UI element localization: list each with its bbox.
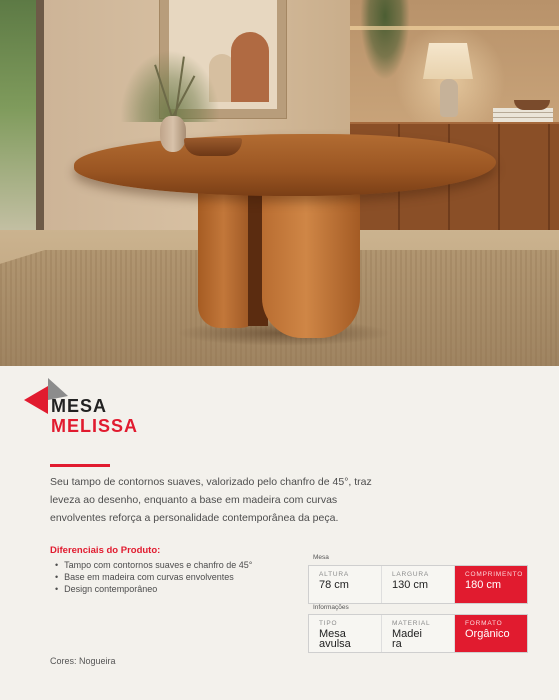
- table-leg-right: [262, 186, 360, 338]
- books: [493, 108, 553, 122]
- features-list: [55, 559, 252, 595]
- info-group-label: Informações: [313, 604, 349, 611]
- spec-type: TIPO Mesa avulsa: [309, 615, 382, 652]
- spec-width: LARGURA 130 cm: [382, 566, 455, 603]
- info-table: [308, 614, 528, 653]
- product-description: Seu tampo de contornos suaves, valorizado pelo chanfro de 45°, traz leveza ao desenho, enquanto a base em madeira com curvas envolventes reforça a personalidade contemporânea da peça.: [50, 476, 372, 524]
- product-title-line2: MELISSA: [51, 416, 139, 436]
- features-title: Diferenciais do Produto:: [50, 545, 161, 556]
- feature-item: • Design contemporâneo: [55, 583, 252, 595]
- vase: [160, 116, 186, 152]
- window-frame: [36, 0, 44, 240]
- product-title-line1: MESA: [51, 396, 108, 416]
- wooden-bowl: [184, 138, 242, 156]
- table-top: [74, 134, 496, 196]
- feature-item: • Tampo com contornos suaves e chanfro de 45°: [55, 559, 252, 571]
- spec-material: MATERIAL Madeira: [382, 615, 455, 652]
- spec-shape: FORMATO Orgânico: [455, 615, 527, 652]
- decor-bowl: [514, 100, 550, 110]
- accent-divider: [50, 464, 110, 467]
- table-lamp: [423, 43, 473, 79]
- mesa-group-label: Mesa: [313, 554, 329, 561]
- garden-window: [0, 0, 40, 240]
- feature-item: • Base em madeira com curvas envolventes: [55, 571, 252, 583]
- spec-length: COMPRIMENTO 180 cm: [455, 566, 527, 603]
- lamp-base: [440, 79, 458, 117]
- available-colors: Cores: Nogueira: [50, 656, 116, 666]
- spec-height: ALTURA 78 cm: [309, 566, 382, 603]
- mesa-dimensions-table: [308, 565, 528, 604]
